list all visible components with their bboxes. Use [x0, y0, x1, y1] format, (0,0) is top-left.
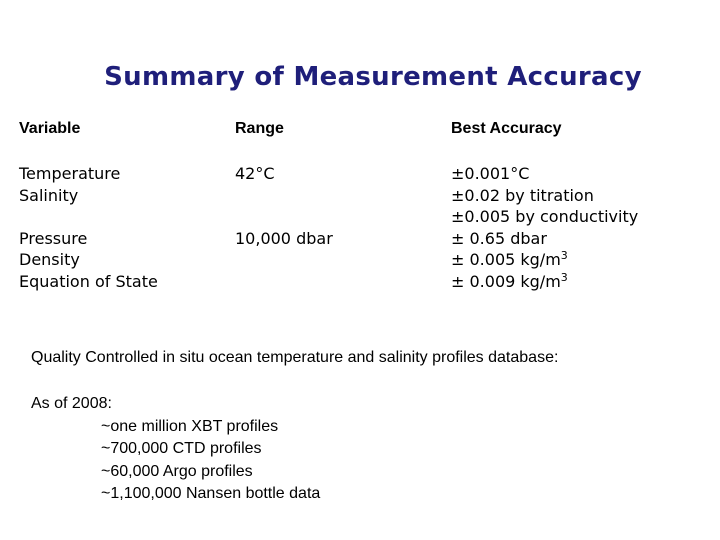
variable-cell: Equation of State	[19, 271, 158, 291]
accuracy-value: ± 0.009 kg/m	[451, 271, 561, 291]
variable-cell	[19, 206, 158, 228]
accuracy-cell	[451, 271, 638, 293]
header-variable: Variable	[19, 120, 81, 137]
header-range: Range	[235, 120, 284, 137]
list-item: ~one million XBT profiles	[101, 417, 279, 435]
range-cell: 10,000 dbar	[235, 228, 333, 248]
accuracy-value: ±0.001°C	[451, 164, 530, 183]
accuracy-cell	[451, 163, 638, 185]
accuracy-cell	[451, 206, 638, 228]
variable-cell: Density	[19, 250, 80, 269]
range-cell	[235, 271, 333, 293]
header-best-accuracy: Best Accuracy	[451, 120, 562, 137]
accuracy-column	[451, 163, 638, 292]
range-cell	[235, 185, 333, 207]
range-column	[235, 163, 333, 292]
list-item: ~700,000 CTD profiles	[101, 440, 262, 457]
accuracy-cell	[451, 249, 638, 271]
accuracy-cell	[451, 228, 638, 250]
variable-cell: Pressure	[19, 228, 88, 248]
accuracy-value: ± 0.005 kg/m	[451, 250, 561, 269]
database-note: Quality Controlled in situ ocean temperature and salinity profiles database:	[31, 349, 559, 366]
slide-title: Summary of Measurement Accuracy	[104, 62, 642, 92]
variable-column	[19, 163, 158, 292]
range-cell	[235, 206, 333, 228]
range-cell	[235, 249, 333, 271]
variable-cell: Temperature	[19, 164, 121, 183]
list-item: ~1,100,000 Nansen bottle data	[101, 485, 321, 502]
accuracy-value: ±0.02 by titration	[451, 185, 594, 205]
accuracy-cell	[451, 185, 638, 207]
range-cell: 42°C	[235, 164, 275, 183]
unit-exponent: 3	[560, 249, 568, 262]
list-item: ~60,000 Argo profiles	[101, 462, 253, 480]
profile-list	[31, 393, 320, 506]
accuracy-value: ± 0.65 dbar	[451, 228, 547, 248]
variable-cell: Salinity	[19, 185, 79, 205]
unit-exponent: 3	[560, 270, 568, 284]
as-of-label: As of 2008:	[31, 395, 112, 412]
accuracy-value: ±0.005 by conductivity	[451, 207, 639, 226]
